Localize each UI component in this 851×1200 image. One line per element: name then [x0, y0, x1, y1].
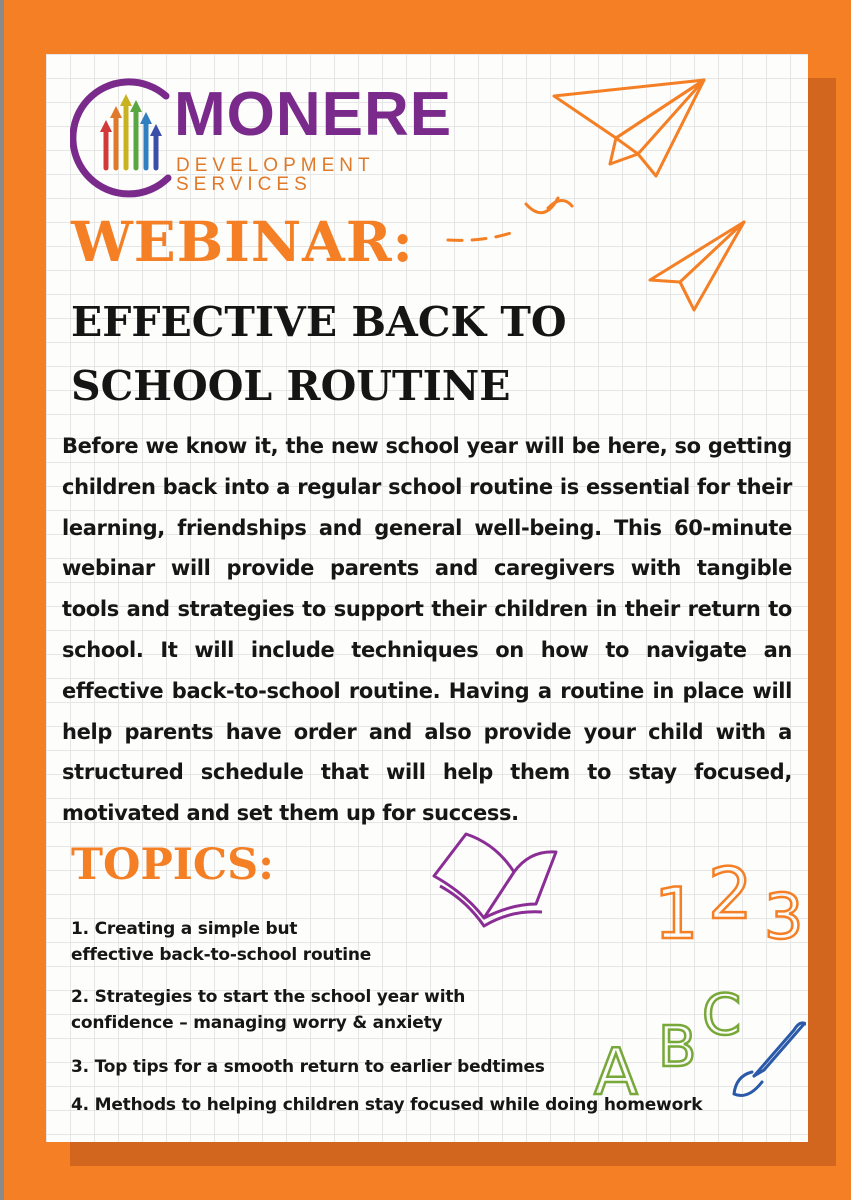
- topic-2-line-1: 2. Strategies to start the school year with: [71, 987, 466, 1007]
- letter-b-icon: B: [658, 1015, 697, 1080]
- letter-c-icon: C: [702, 983, 742, 1048]
- description-paragraph: Before we know it, the new school year will be here, so getting children back into a regular school routine is essential for their learning, friendships and general well-being. This 60-minute webinar will provide parents and caregivers with tangible tools and strategies to support their children in their return to school. It will include techniques on how to navigate an effective back-to-school routine. Having a routine in place will help parents have order and also provide your child with a structured schedule that will help them to stay focused, motivated and set them up for success.: [62, 434, 792, 826]
- topic-item: [71, 916, 371, 968]
- logo-name: MONERE: [174, 80, 453, 149]
- topic-2-line-2: confidence – managing worry & anxiety: [71, 1013, 443, 1033]
- paintbrush-icon: [734, 1023, 806, 1096]
- title-line-2: SCHOOL ROUTINE: [71, 362, 511, 410]
- webinar-title: [71, 290, 631, 418]
- title-line-1: EFFECTIVE BACK TO: [71, 298, 567, 346]
- topic-3-line-1: 3. Top tips for a smooth return to earlier bedtimes: [71, 1057, 545, 1077]
- number-1-icon: 1: [654, 873, 699, 955]
- flyer-card: [46, 54, 808, 1142]
- letter-a-icon: A: [594, 1036, 638, 1110]
- topic-1-line-1: 1. Creating a simple but: [71, 919, 298, 939]
- logo-subtitle: DEVELOPMENT SERVICES: [176, 155, 375, 195]
- paper-plane-icon: [546, 76, 746, 186]
- number-2-icon: 2: [708, 853, 753, 935]
- open-book-icon: [434, 834, 556, 926]
- school-doodles: [426, 814, 806, 1114]
- company-logo: [70, 68, 490, 198]
- topics-heading: TOPICS:: [71, 840, 275, 890]
- number-3-icon: 3: [764, 880, 804, 953]
- logo-arrows-icon: [70, 68, 180, 198]
- webinar-heading: WEBINAR:: [71, 209, 414, 274]
- topic-4-line-1: 4. Methods to helping children stay focused while doing homework: [71, 1095, 703, 1115]
- frame-edge: [0, 0, 4, 1200]
- topic-1-line-2: effective back-to-school routine: [71, 945, 372, 965]
- topic-item: [71, 984, 465, 1036]
